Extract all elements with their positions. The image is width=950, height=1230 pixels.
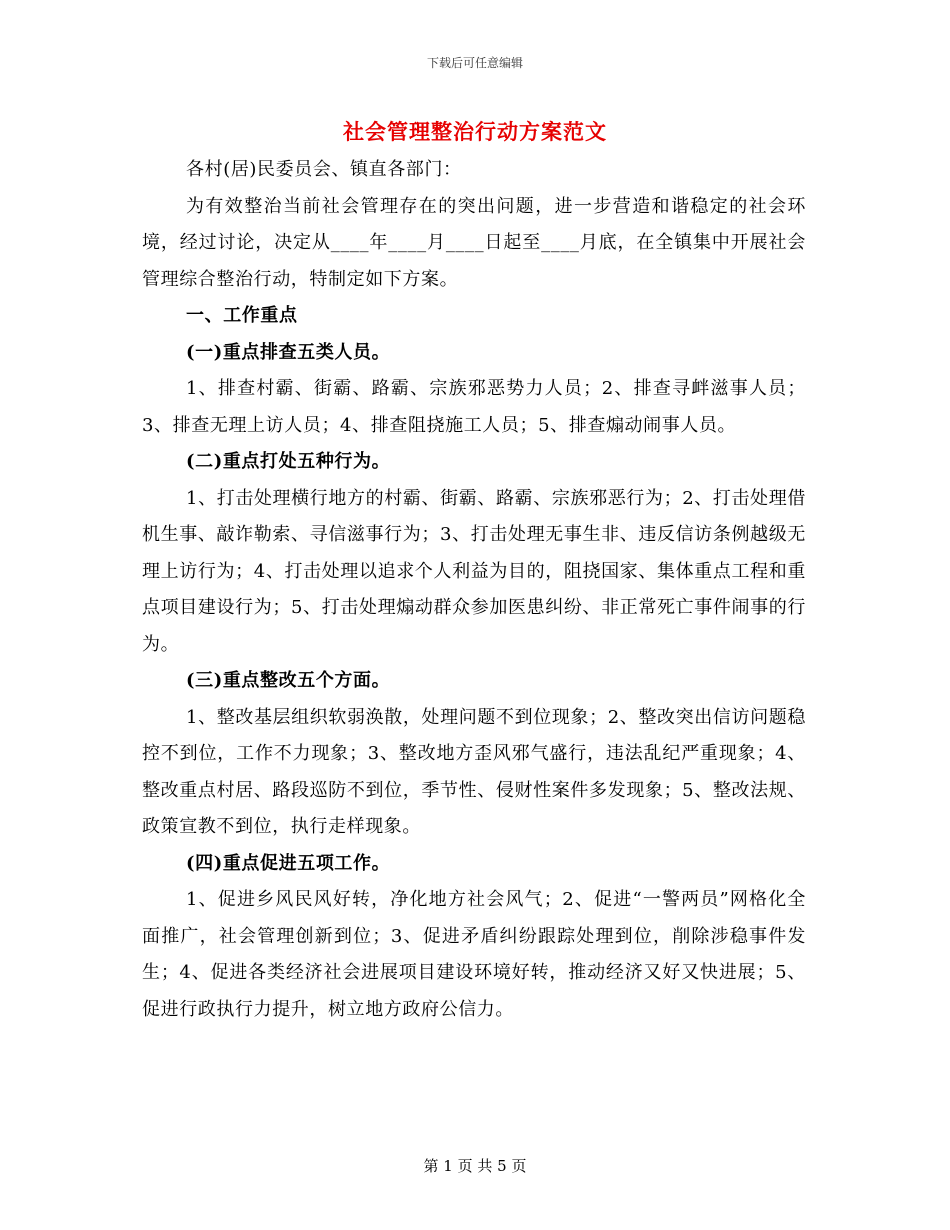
header-note: 下载后可任意编辑 [426,56,523,70]
subsection-heading-3: (三)重点整改五个方面。 [186,670,391,691]
subsection-body-3: 1、整改基层组织软弱涣散，处理问题不到位现象；2、整改突出信访问题稳控不到位，工作不力现象；3、整改地方歪风邪气盛行，违法乱纪严重现象；4、整改重点村居、路段巡防不到位，季节性、侵财性案件多发现象；5、整改法规、政策宣教不到位，执行走样现象。 [142,706,806,837]
subsection-body-2: 1、打击处理横行地方的村霸、街霸、路霸、宗族邪恶行为；2、打击处理借机生事、敲诈勒索、寻信滋事行为；3、打击处理无事生非、违反信访条例越级无理上访行为；4、打击处理以追求个人利益为目的，阻挠国家、集体重点工程和重点项目建设行为；5、打击处理煽动群众参加医患纠纷、非正常死亡事件闹事的行为。 [142,487,806,655]
subsection-heading-2: (二)重点打处五种行为。 [186,451,391,472]
salutation: 各村(居)民委员会、镇直各部门： [186,159,462,180]
page-footer: 第 1 页 共 5 页 [423,1157,527,1175]
subsection-body-1: 1、排查村霸、街霸、路霸、宗族邪恶势力人员；2、排查寻衅滋事人员；3、排查无理上访人员；4、排查阻挠施工人员；5、排查煽动闹事人员。 [142,378,806,436]
subsection-heading-4: (四)重点促进五项工作。 [186,852,391,874]
document-body [142,152,806,1028]
intro-paragraph: 为有效整治当前社会管理存在的突出问题，进一步营造和谐稳定的社会环境，经过讨论，决定从____年____月____日起至____月底，在全镇集中开展社会管理综合整治行动，特制定如下方案。 [142,195,806,290]
document-title: 社会管理整治行动方案范文 [343,120,607,144]
subsection-heading-1: (一)重点排查五类人员。 [186,341,391,363]
subsection-body-4: 1、促进乡风民风好转，净化地方社会风气；2、促进“一警两员”网格化全面推广，社会管理创新到位；3、促进矛盾纠纷跟踪处理到位，削除涉稳事件发生；4、促进各类经济社会进展项目建设环境好转，推动经济又好又快进展；5、促进行政执行力提升，树立地方政府公信力。 [142,889,806,1020]
section-heading-work-focus: 一、工作重点 [186,305,298,326]
